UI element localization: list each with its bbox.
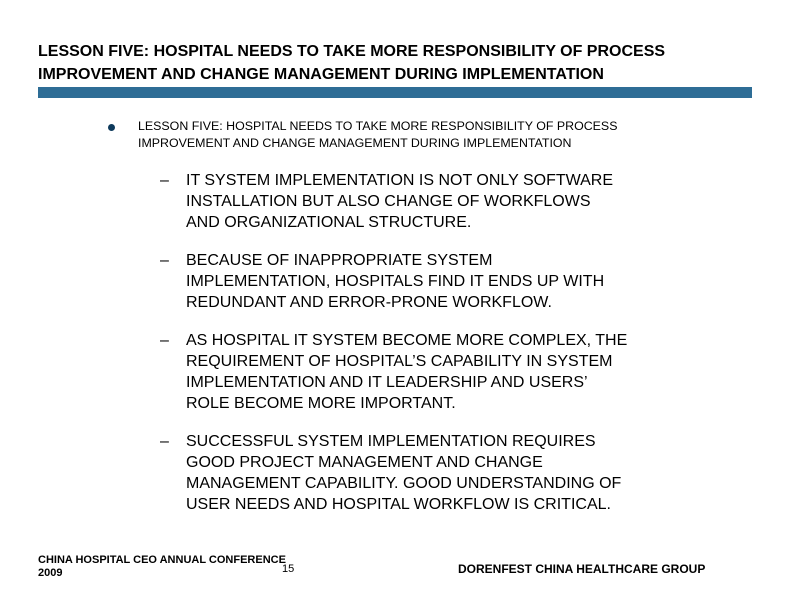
title-underline-bar bbox=[38, 87, 752, 98]
dash-icon: – bbox=[160, 332, 169, 349]
dash-icon: – bbox=[160, 172, 169, 189]
sub-bullet-list bbox=[160, 170, 720, 532]
page-number: 15 bbox=[282, 563, 295, 575]
sub-bullet-text: AS HOSPITAL IT SYSTEM BECOME MORE COMPLEX, THE REQUIREMENT OF HOSPITAL’S CAPABILITY IN SYSTEM IMPLEMENTATION AND IT LEADERSHIP AND USERS’ ROLE BECOME MORE IMPORTANT. bbox=[186, 332, 628, 412]
dash-icon: – bbox=[160, 433, 169, 450]
sub-bullet-item bbox=[160, 330, 720, 414]
slide-title: LESSON FIVE: HOSPITAL NEEDS TO TAKE MORE RESPONSIBILITY OF PROCESS IMPROVEMENT AND CHANGE MANAGEMENT DURING IMPLEMENTATION bbox=[38, 43, 666, 83]
footer-conference-name: CHINA HOSPITAL CEO ANNUAL CONFERENCE 2009 bbox=[38, 554, 286, 579]
main-bullet-text: LESSON FIVE: HOSPITAL NEEDS TO TAKE MORE RESPONSIBILITY OF PROCESS IMPROVEMENT AND CHANGE MANAGEMENT DURING IMPLEMENTATION bbox=[138, 119, 618, 150]
sub-bullet-item bbox=[160, 170, 720, 233]
bullet-dot-icon bbox=[108, 124, 115, 131]
sub-bullet-text: SUCCESSFUL SYSTEM IMPLEMENTATION REQUIRES GOOD PROJECT MANAGEMENT AND CHANGE MANAGEMENT CAPABILITY. GOOD UNDERSTANDING OF USER NEEDS AND HOSPITAL WORKFLOW IS CRITICAL. bbox=[186, 433, 622, 513]
sub-bullet-text: IT SYSTEM IMPLEMENTATION IS NOT ONLY SOFTWARE INSTALLATION BUT ALSO CHANGE OF WORKFLOWS AND ORGANIZATIONAL STRUCTURE. bbox=[186, 172, 614, 231]
sub-bullet-item bbox=[160, 250, 720, 313]
sub-bullet-item bbox=[160, 431, 720, 515]
footer-organization: DORENFEST CHINA HEALTHCARE GROUP bbox=[458, 562, 706, 576]
dash-icon: – bbox=[160, 252, 169, 269]
sub-bullet-text: BECAUSE OF INAPPROPRIATE SYSTEM IMPLEMENTATION, HOSPITALS FIND IT ENDS UP WITH REDUNDANT AND ERROR-PRONE WORKFLOW. bbox=[186, 252, 605, 311]
